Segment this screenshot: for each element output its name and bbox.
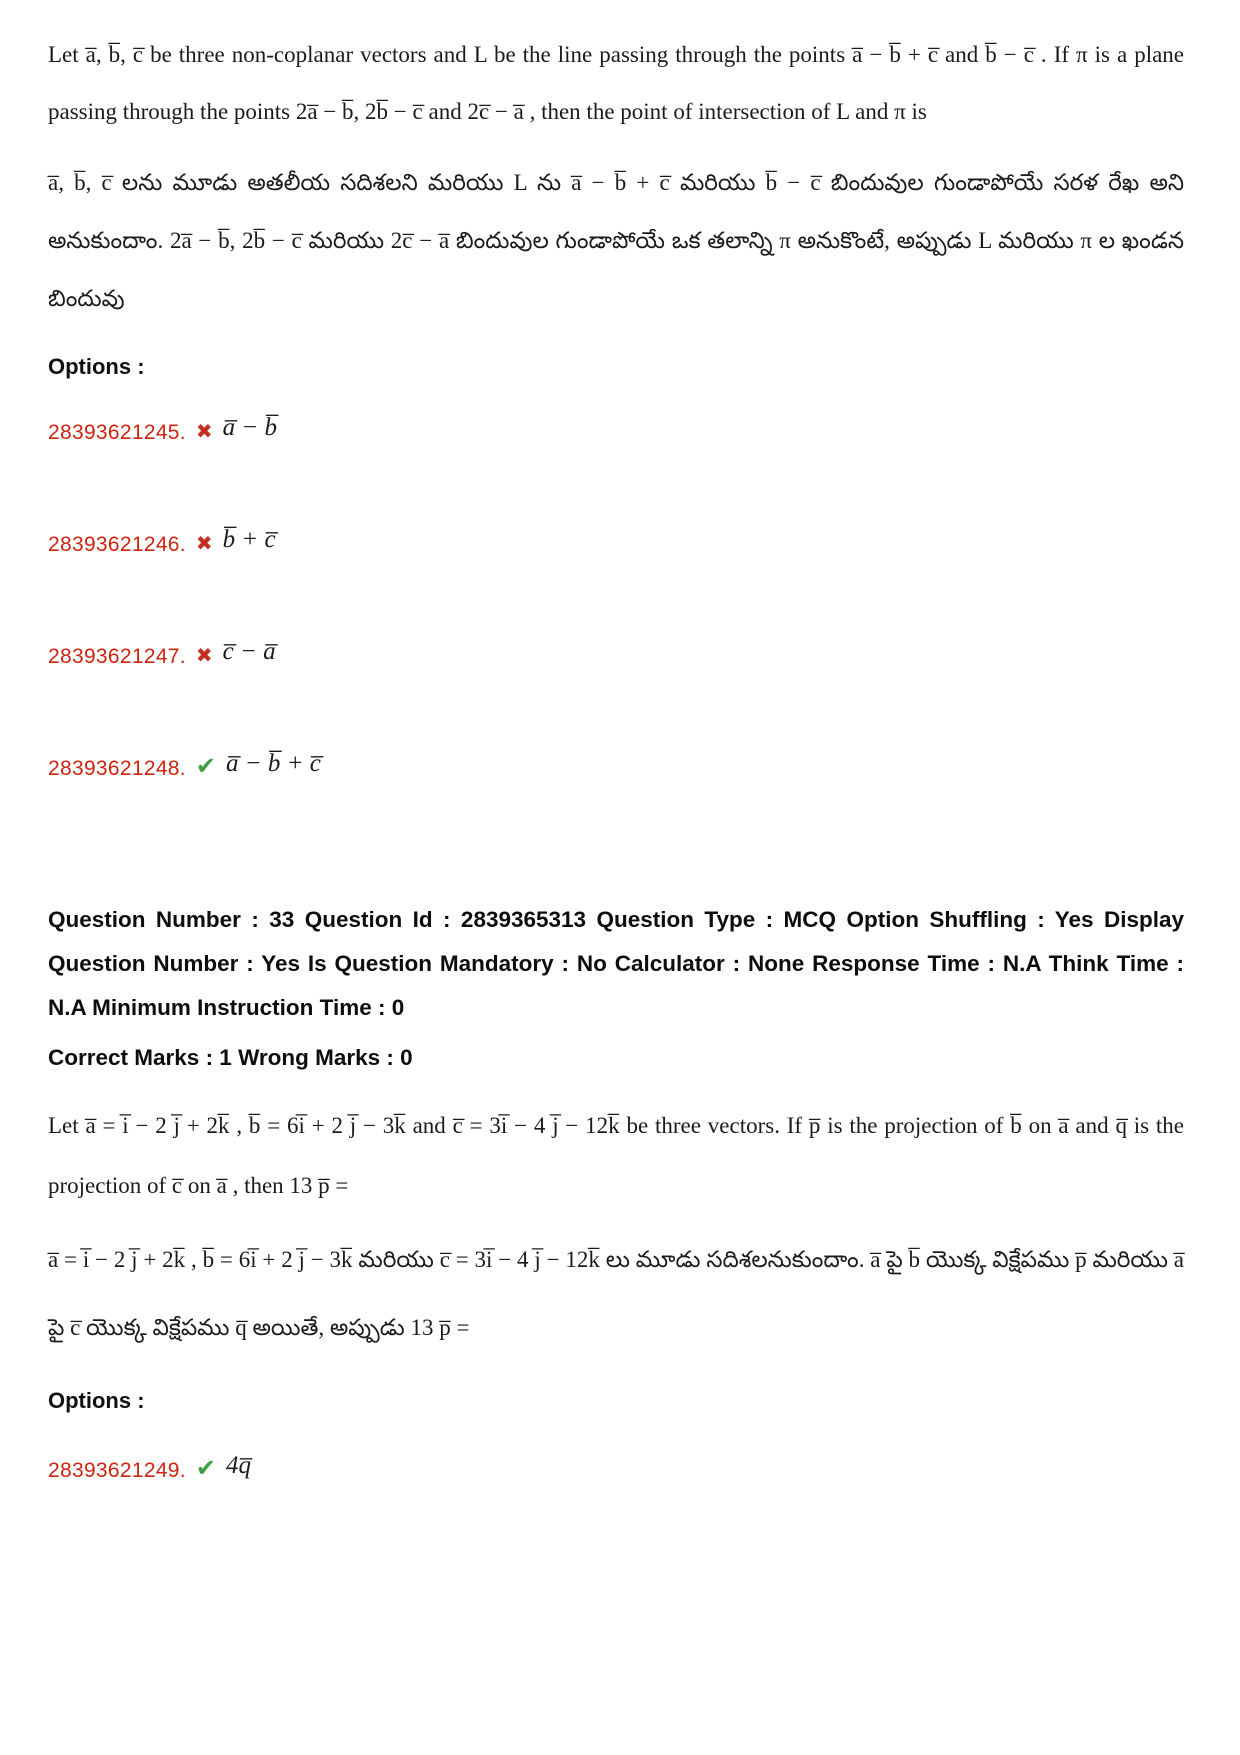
question-33-english-text: Let a̅ = i̅ − 2 j̅ + 2k̅ , b̅ = 6i̅ + 2 j̅ − 3k̅ and c̅ = 3i̅ − 4 j̅ − 12k̅ be three vectors. If p̅ is the projection of b̅ on a̅ and q̅ is the projection of c̅ on a̅ , then 13 p̅ = bbox=[48, 1113, 1184, 1198]
wrong-icon: ✖ bbox=[195, 531, 213, 555]
option-answer-text: b̅ + c̅ bbox=[222, 526, 276, 553]
question-33-marks: Correct Marks : 1 Wrong Marks : 0 bbox=[48, 1045, 413, 1070]
option-answer-text: c̅ − a̅ bbox=[222, 638, 276, 665]
option-row bbox=[48, 750, 1184, 798]
correct-icon: ✔ bbox=[195, 752, 217, 780]
question-32-block bbox=[48, 26, 1184, 798]
option-row bbox=[48, 1452, 1184, 1500]
option-id: 28393621248. bbox=[48, 757, 186, 780]
question-32-telugu-text: a̅, b̅, c̅ లను మూడు అతలీయ సదిశలని మరియు L ను a̅ − b̅ + c̅ మరియు b̅ − c̅ బిందువుల గుండాపోయే సరళ రేఖ అని అనుకుందాం. 2a̅ − b̅, 2b̅ − c̅ మరియు 2c̅ − a̅ బిందువుల గుండాపోయే ఒక తలాన్ని π అనుకొంటే, అప్పుడు L మరియు π ల ఖండన బిందువు bbox=[48, 170, 1184, 311]
question-33-telugu-text: a̅ = i̅ − 2 j̅ + 2k̅ , b̅ = 6i̅ + 2 j̅ − 3k̅ మరియు c̅ = 3i̅ − 4 j̅ − 12k̅ లు మూడు సదిశలనుకుందాం. a̅ పై b̅ యొక్క విక్షేపము p̅ మరియు a̅ పై c̅ యొక్క విక్షేపము q̅ అయితే, అప్పుడు 13 p̅ = bbox=[48, 1247, 1184, 1340]
wrong-icon: ✖ bbox=[195, 643, 213, 667]
option-row bbox=[48, 638, 1184, 686]
option-id: 28393621245. bbox=[48, 421, 186, 444]
option-answer-text: a̅ − b̅ + c̅ bbox=[226, 750, 321, 777]
option-answer-text: a̅ − b̅ bbox=[222, 414, 278, 441]
question-32-english-text: Let a̅, b̅, c̅ be three non-coplanar vectors and L be the line passing through the points a̅ − b̅ + c̅ and b̅ − c̅ . If π is a plane passing through the points 2a̅ − b̅, 2b̅ − c̅ and 2c̅ − a̅ , then the point of intersection of L and π is bbox=[48, 42, 1184, 124]
question-32-options-list bbox=[48, 414, 1184, 798]
option-row bbox=[48, 414, 1184, 462]
options-label: Options : bbox=[48, 354, 145, 379]
option-row bbox=[48, 526, 1184, 574]
wrong-icon: ✖ bbox=[195, 419, 213, 443]
correct-icon: ✔ bbox=[195, 1454, 217, 1482]
option-id: 28393621246. bbox=[48, 533, 186, 556]
option-id: 28393621247. bbox=[48, 645, 186, 668]
option-answer-text: 4q̅ bbox=[226, 1452, 252, 1479]
question-33-block bbox=[48, 898, 1184, 1500]
options-label: Options : bbox=[48, 1388, 145, 1413]
option-id: 28393621249. bbox=[48, 1459, 186, 1482]
question-33-body bbox=[48, 1096, 1184, 1500]
question-33-metadata: Question Number : 33 Question Id : 2839365313 Question Type : MCQ Option Shuffling : Yes Display Question Number : Yes Is Question Mandatory : No Calculator : None Response Time : N.A Think Time : N.A Minimum Instruction Time : 0 bbox=[48, 907, 1184, 1020]
question-33-options-list bbox=[48, 1452, 1184, 1500]
